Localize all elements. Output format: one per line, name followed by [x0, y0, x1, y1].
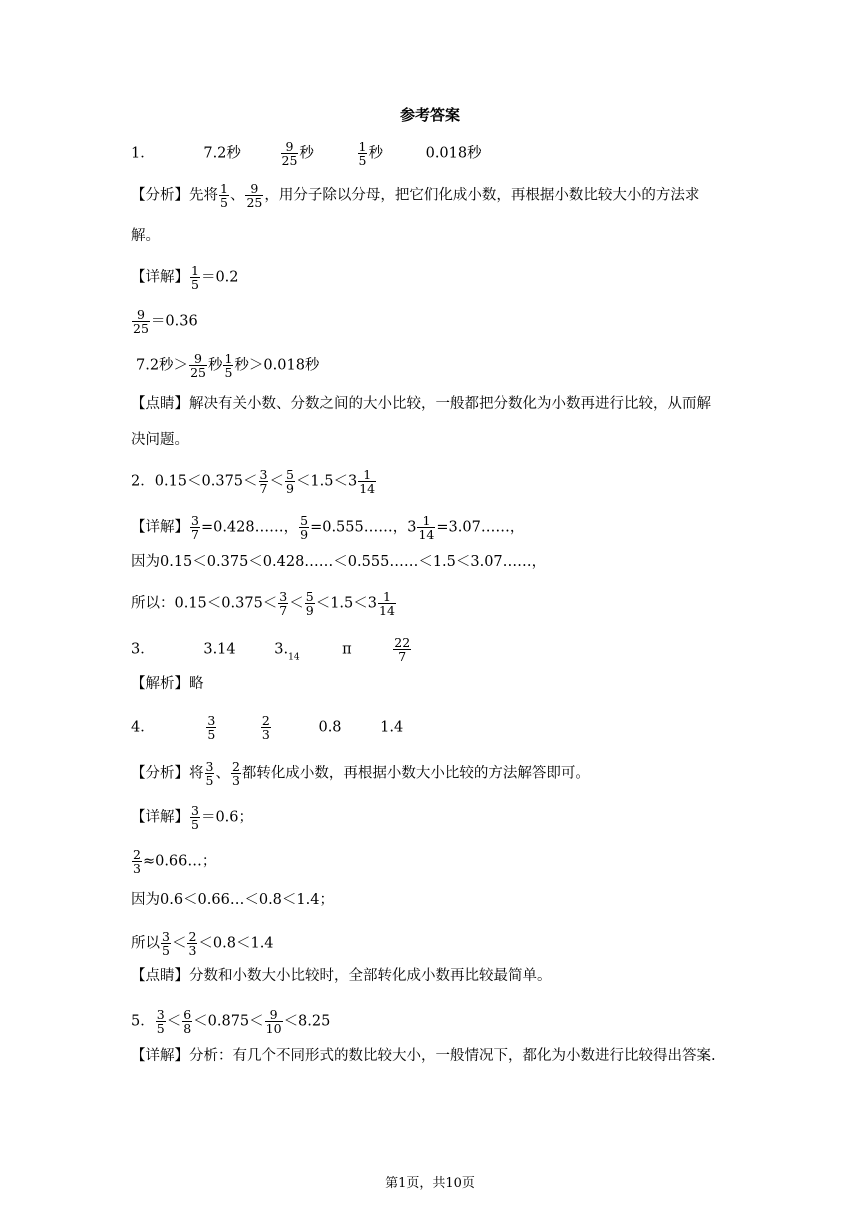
q3-analysis: 【解析】略	[131, 676, 204, 692]
page-title: 参考答案	[399, 106, 460, 124]
fraction: $\frac{1}{5}$	[358, 139, 367, 168]
fraction: $\frac{5}{9}$	[285, 467, 294, 496]
q4-so: 所以 $\frac{3}{5}$ ＜ $\frac{2}{3}$ ＜0.8＜1.4	[131, 929, 274, 958]
fraction: $\frac{3}{5}$	[205, 759, 214, 788]
q2-detail: 【详解】 $\frac{3}{7}$ =0.428……， $\frac{5}{9}$ =0.555……，3 $\frac{1}{14}$ =3.07……，	[131, 513, 525, 542]
q4-because: 因为0.6＜0.66…＜0.8＜1.4；	[131, 892, 334, 908]
q1-analysis-cont: 解。	[131, 228, 160, 244]
fraction: $\frac{3}{5}$	[191, 803, 199, 832]
fraction: $\frac{2}{3}$	[231, 759, 240, 788]
q1-answer-line: 1． 7.2秒 $\frac{9}{25}$ 秒 $\frac{1}{5}$ 秒 0.018秒	[131, 139, 482, 168]
fraction: $\frac{1}{5}$	[220, 181, 228, 210]
fraction: $\frac{9}{25}$	[190, 351, 206, 380]
q2-because: 因为0.15＜0.375＜0.428……＜0.555……＜1.5＜3.07……，	[131, 554, 547, 570]
fraction: $\frac{9}{25}$	[133, 307, 149, 336]
q1-ans-d: 0.018秒	[425, 145, 482, 162]
q2-answer-line: 2．0.15＜0.375＜ $\frac{3}{7}$ ＜ $\frac{5}{9}$ ＜1.5＜3 $\frac{1}{14}$	[131, 467, 376, 496]
repeating-decimal: 14	[288, 652, 300, 663]
fraction: $\frac{1}{14}$	[379, 589, 395, 618]
fraction: $\frac{2}{3}$	[133, 847, 141, 876]
q1-detail-line2: $\frac{9}{25}$ ＝0.36	[133, 307, 198, 336]
fraction: $\frac{1}{5}$	[224, 351, 233, 380]
q4-comment: 【点睛】分数和小数大小比较时，全部转化成小数再比较最简单。	[131, 968, 552, 984]
fraction: $\frac{2}{3}$	[188, 929, 197, 958]
fraction: $\frac{9}{10}$	[265, 1007, 282, 1036]
q1-detail-line1: 【详解】 $\frac{1}{5}$ ＝0.2	[131, 263, 239, 292]
q1-compare: 7.2秒＞ $\frac{9}{25}$ 秒 $\frac{1}{5}$ 秒＞0.018秒	[136, 351, 320, 380]
q4-detail-line1: 【详解】 $\frac{3}{5}$ ＝0.6；	[131, 803, 254, 832]
fraction: $\frac{3}{5}$	[162, 929, 170, 958]
fraction: $\frac{3}{7}$	[191, 513, 199, 542]
q5-detail: 【详解】分析：有几个不同形式的数比较大小，一般情况下，都化为小数进行比较得出答案.	[131, 1048, 716, 1064]
fraction: $\frac{3}{5}$	[207, 713, 216, 742]
q1-comment: 【点睛】解决有关小数、分数之间的大小比较，一般都把分数化为小数再进行比较，从而解	[131, 396, 711, 412]
fraction: $\frac{1}{5}$	[191, 263, 199, 292]
q1-comment-cont: 决问题。	[131, 432, 189, 448]
q4-analysis: 【分析】将 $\frac{3}{5}$ 、 $\frac{2}{3}$ 都转化成小数，再根据小数大小比较的方法解答即可。	[131, 759, 590, 788]
fraction: $\frac{22}{7}$	[394, 635, 411, 664]
q5-answer-line: 5． $\frac{3}{5}$ ＜ $\frac{6}{8}$ ＜0.875＜ $\frac{9}{10}$ ＜8.25	[131, 1007, 331, 1036]
fraction: $\frac{9}{25}$	[281, 139, 298, 168]
q4-detail-line2: $\frac{2}{3}$ ≈0.66…；	[133, 847, 217, 876]
q4-answer-line: 4． $\frac{3}{5}$ $\frac{2}{3}$ 0.8 1.4	[131, 713, 404, 742]
fraction: $\frac{5}{9}$	[305, 589, 314, 618]
q1-analysis: 【分析】先将 $\frac{1}{5}$ 、 $\frac{9}{25}$ ，用分子除以分母，把它们化成小数，再根据小数比较大小的方法求	[131, 181, 700, 210]
q1-ans-a: 7.2秒	[203, 145, 241, 162]
page-footer: 第1页，共10页	[385, 1176, 475, 1191]
q1-number: 1．	[131, 145, 155, 162]
fraction: $\frac{1}{14}$	[418, 513, 435, 542]
fraction: $\frac{3}{5}$	[156, 1007, 165, 1036]
fraction: $\frac{1}{14}$	[359, 467, 376, 496]
fraction: $\frac{3}{7}$	[279, 589, 288, 618]
fraction: $\frac{9}{25}$	[246, 181, 263, 210]
q3-answer-line: 3． 3.14 $3._{14}$ π $\frac{22}{7}$	[131, 635, 411, 664]
fraction: $\frac{3}{7}$	[259, 467, 268, 496]
fraction: $\frac{6}{8}$	[183, 1007, 192, 1036]
fraction: $\frac{5}{9}$	[300, 513, 309, 542]
q2-so: 所以：0.15＜0.375＜ $\frac{3}{7}$ ＜ $\frac{5}{9}$ ＜1.5＜3 $\frac{1}{14}$	[131, 589, 395, 618]
fraction: $\frac{2}{3}$	[261, 713, 270, 742]
